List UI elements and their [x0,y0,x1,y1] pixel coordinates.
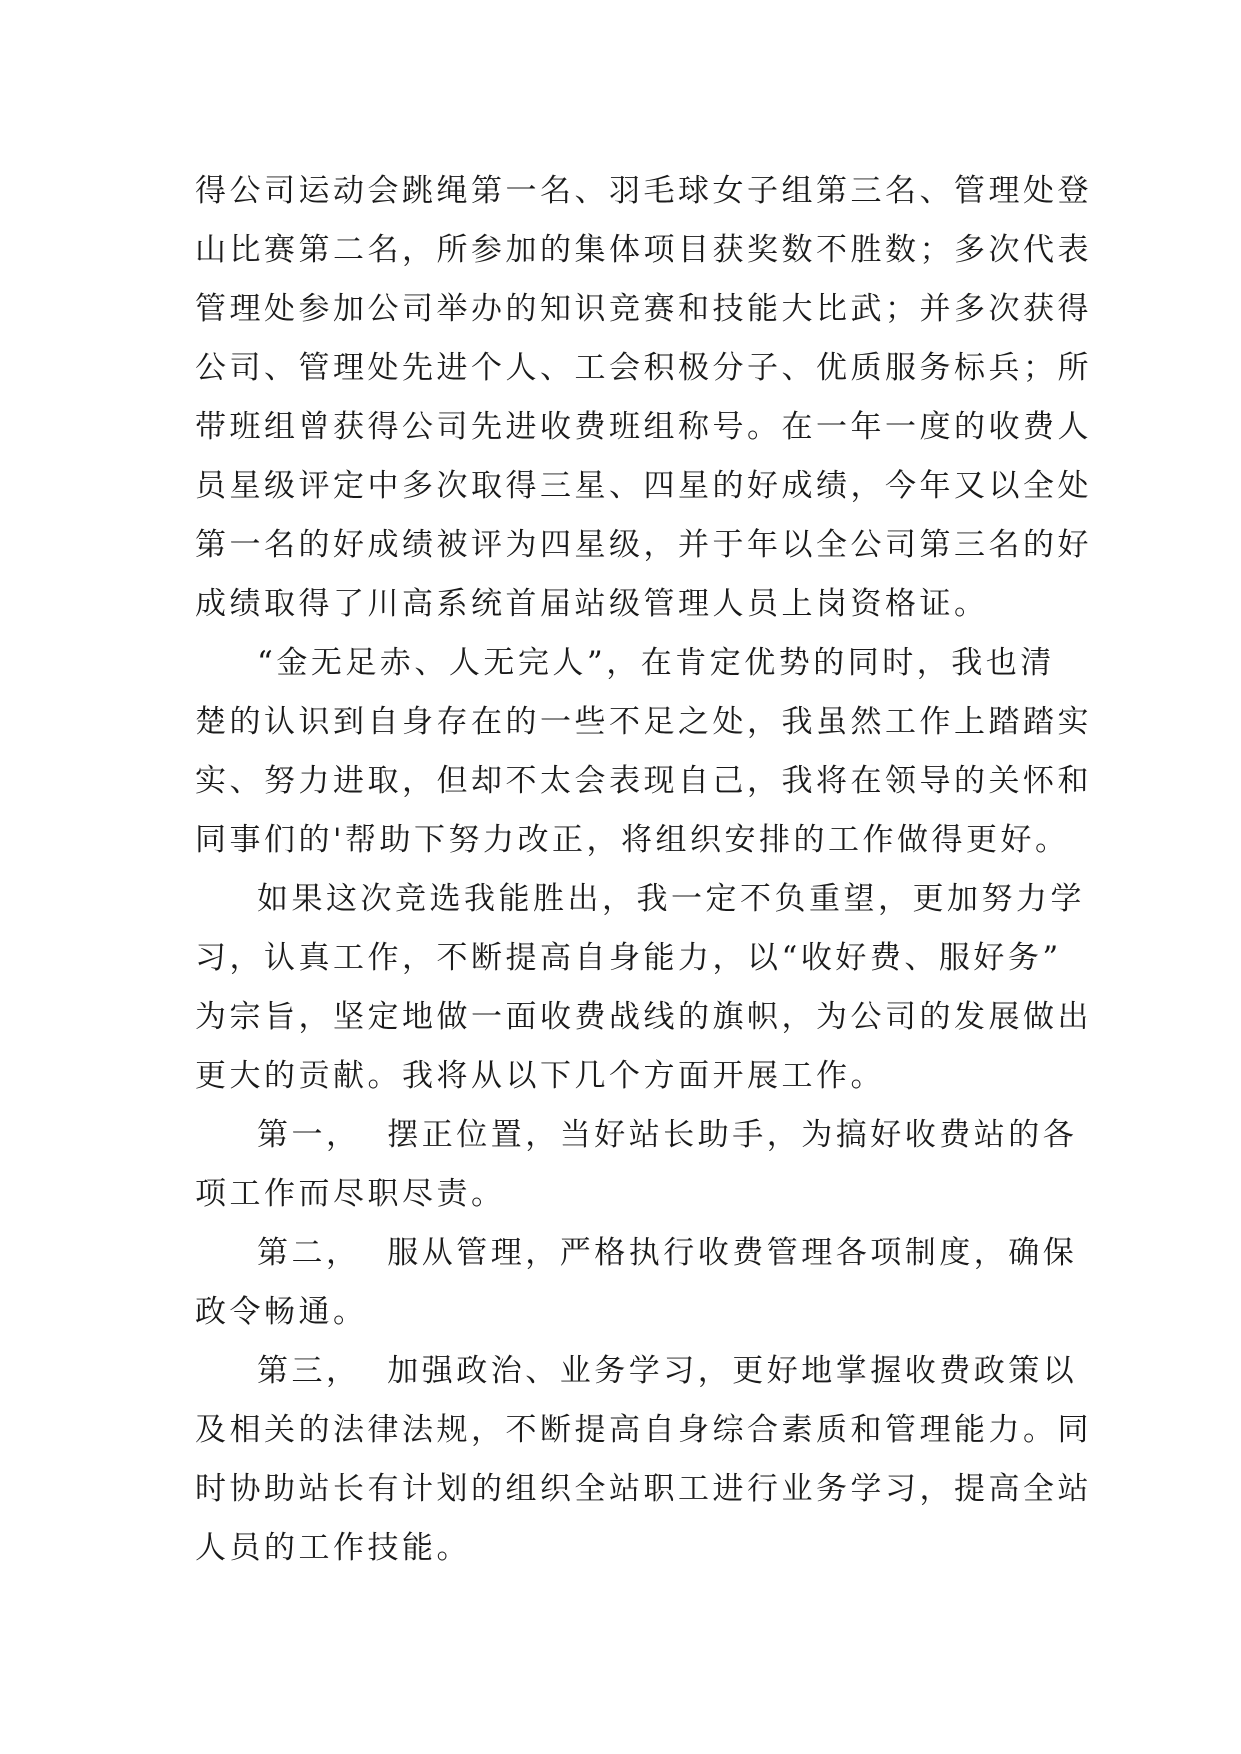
paragraph-point-two [195,1224,1078,1342]
paragraph-point-three [195,1342,1092,1578]
text-line: “金无足赤、人无完人”，在肯定优势的同时，我也清 [257,645,1055,681]
text-line: 得公司运动会跳绳第一名、羽毛球女子组第三名、管理处登 [195,173,1092,209]
text-line: 山比赛第二名，所参加的集体项目获奖数不胜数；多次代表 [195,232,1092,268]
text-line: 如果这次竞选我能胜出，我一定不负重望，更加努力学 [257,881,1085,917]
text-line: 及相关的法律法规，不断提高自身综合素质和管理能力。同 [195,1412,1092,1448]
text-line: 第二， 服从管理，严格执行收费管理各项制度，确保 [257,1235,1078,1271]
text-line: 带班组曾获得公司先进收费班组称号。在一年一度的收费人 [195,409,1092,445]
document-body [195,162,1092,1578]
paragraph-commitment [195,870,1092,1106]
text-line: 同事们的'帮助下努力改正，将组织安排的工作做得更好。 [195,822,1070,858]
text-line: 更大的贡献。我将从以下几个方面开展工作。 [195,1058,885,1094]
paragraph-shortcomings [195,634,1092,870]
text-line: 实、努力进取，但却不太会表现自己，我将在领导的关怀和 [195,763,1092,799]
text-line: 习，认真工作，不断提高自身能力，以“收好费、服好务” [195,940,1062,976]
text-line: 员星级评定中多次取得三星、四星的好成绩，今年又以全处 [195,468,1092,504]
text-line: 人员的工作技能。 [195,1530,471,1566]
text-line: 第一名的好成绩被评为四星级，并于年以全公司第三名的好 [195,527,1092,563]
text-line: 第一， 摆正位置，当好站长助手，为搞好收费站的各 [257,1117,1078,1153]
text-line: 第三， 加强政治、业务学习，更好地掌握收费政策以 [257,1353,1078,1389]
paragraph-awards [195,162,1092,634]
text-line: 公司、管理处先进个人、工会积极分子、优质服务标兵；所 [195,350,1092,386]
text-line: 为宗旨，坚定地做一面收费战线的旗帜，为公司的发展做出 [195,999,1092,1035]
text-line: 成绩取得了川高系统首届站级管理人员上岗资格证。 [195,586,989,622]
text-line: 楚的认识到自身存在的一些不足之处，我虽然工作上踏踏实 [195,704,1092,740]
text-line: 管理处参加公司举办的知识竞赛和技能大比武；并多次获得 [195,291,1092,327]
text-line: 项工作而尽职尽责。 [195,1176,506,1212]
text-line: 政令畅通。 [195,1294,368,1330]
paragraph-point-one [195,1106,1078,1224]
text-line: 时协助站长有计划的组织全站职工进行业务学习，提高全站 [195,1471,1092,1507]
